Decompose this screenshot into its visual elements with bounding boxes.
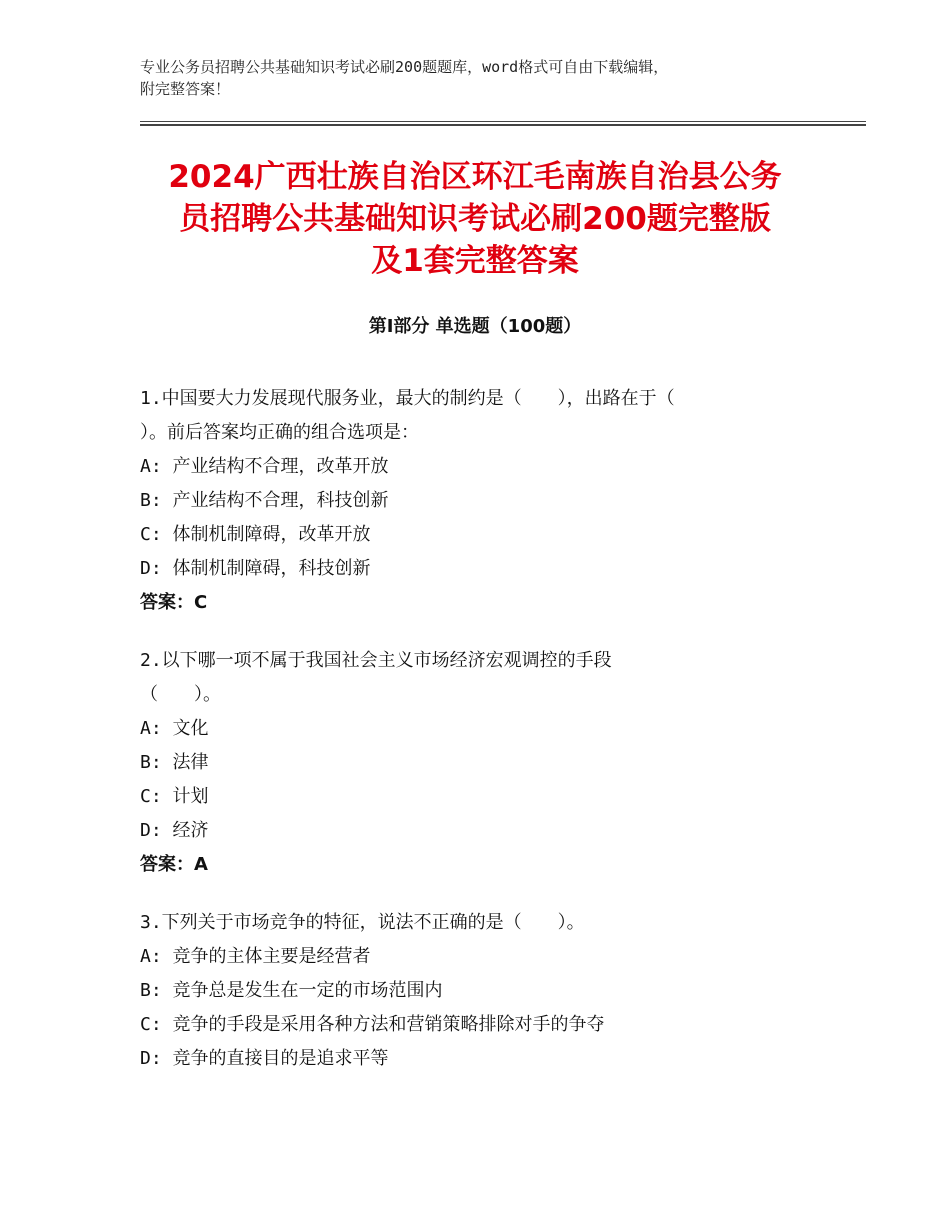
question-stem: ）。前后答案均正确的组合选项是： <box>140 422 419 443</box>
section-heading: 第I部分 单选题（100题） <box>368 316 582 337</box>
option-c: C: 体制机制障碍，改革开放 <box>140 524 371 545</box>
header-note <box>140 56 820 100</box>
question-list <box>140 382 820 1100</box>
question-2 <box>140 644 820 882</box>
option-a: A: 竞争的主体主要是经营者 <box>140 946 371 967</box>
question-stem: （ ）。 <box>140 684 221 705</box>
title-line: 2024广西壮族自治区环江毛南族自治县公务 <box>168 159 782 195</box>
option-b: B: 法律 <box>140 752 209 773</box>
option-d: D: 竞争的直接目的是追求平等 <box>140 1048 389 1069</box>
document-title <box>120 156 830 282</box>
header-note-line: 附完整答案！ <box>140 80 231 98</box>
question-1 <box>140 382 820 620</box>
answer-label: 答案：C <box>140 592 208 613</box>
option-a: A: 文化 <box>140 718 209 739</box>
option-d: D: 体制机制障碍，科技创新 <box>140 558 371 579</box>
title-line: 员招聘公共基础知识考试必刷200题完整版 <box>179 201 771 237</box>
title-line: 及1套完整答案 <box>371 243 579 279</box>
option-a: A: 产业结构不合理，改革开放 <box>140 456 389 477</box>
question-stem: 3.下列关于市场竞争的特征，说法不正确的是（ ）。 <box>140 912 585 933</box>
answer-label: 答案：A <box>140 854 208 875</box>
option-b: B: 产业结构不合理，科技创新 <box>140 490 389 511</box>
question-stem: 1.中国要大力发展现代服务业，最大的制约是（ ），出路在于（ <box>140 388 675 409</box>
header-note-line: 专业公务员招聘公共基础知识考试必刷200题题库，word格式可自由下载编辑， <box>140 58 669 76</box>
header-divider <box>140 121 866 126</box>
option-c: C: 计划 <box>140 786 209 807</box>
option-c: C: 竞争的手段是采用各种方法和营销策略排除对手的争夺 <box>140 1014 605 1035</box>
option-d: D: 经济 <box>140 820 209 841</box>
question-3 <box>140 906 820 1076</box>
question-stem: 2.以下哪一项不属于我国社会主义市场经济宏观调控的手段 <box>140 650 612 671</box>
option-b: B: 竞争总是发生在一定的市场范围内 <box>140 980 443 1001</box>
